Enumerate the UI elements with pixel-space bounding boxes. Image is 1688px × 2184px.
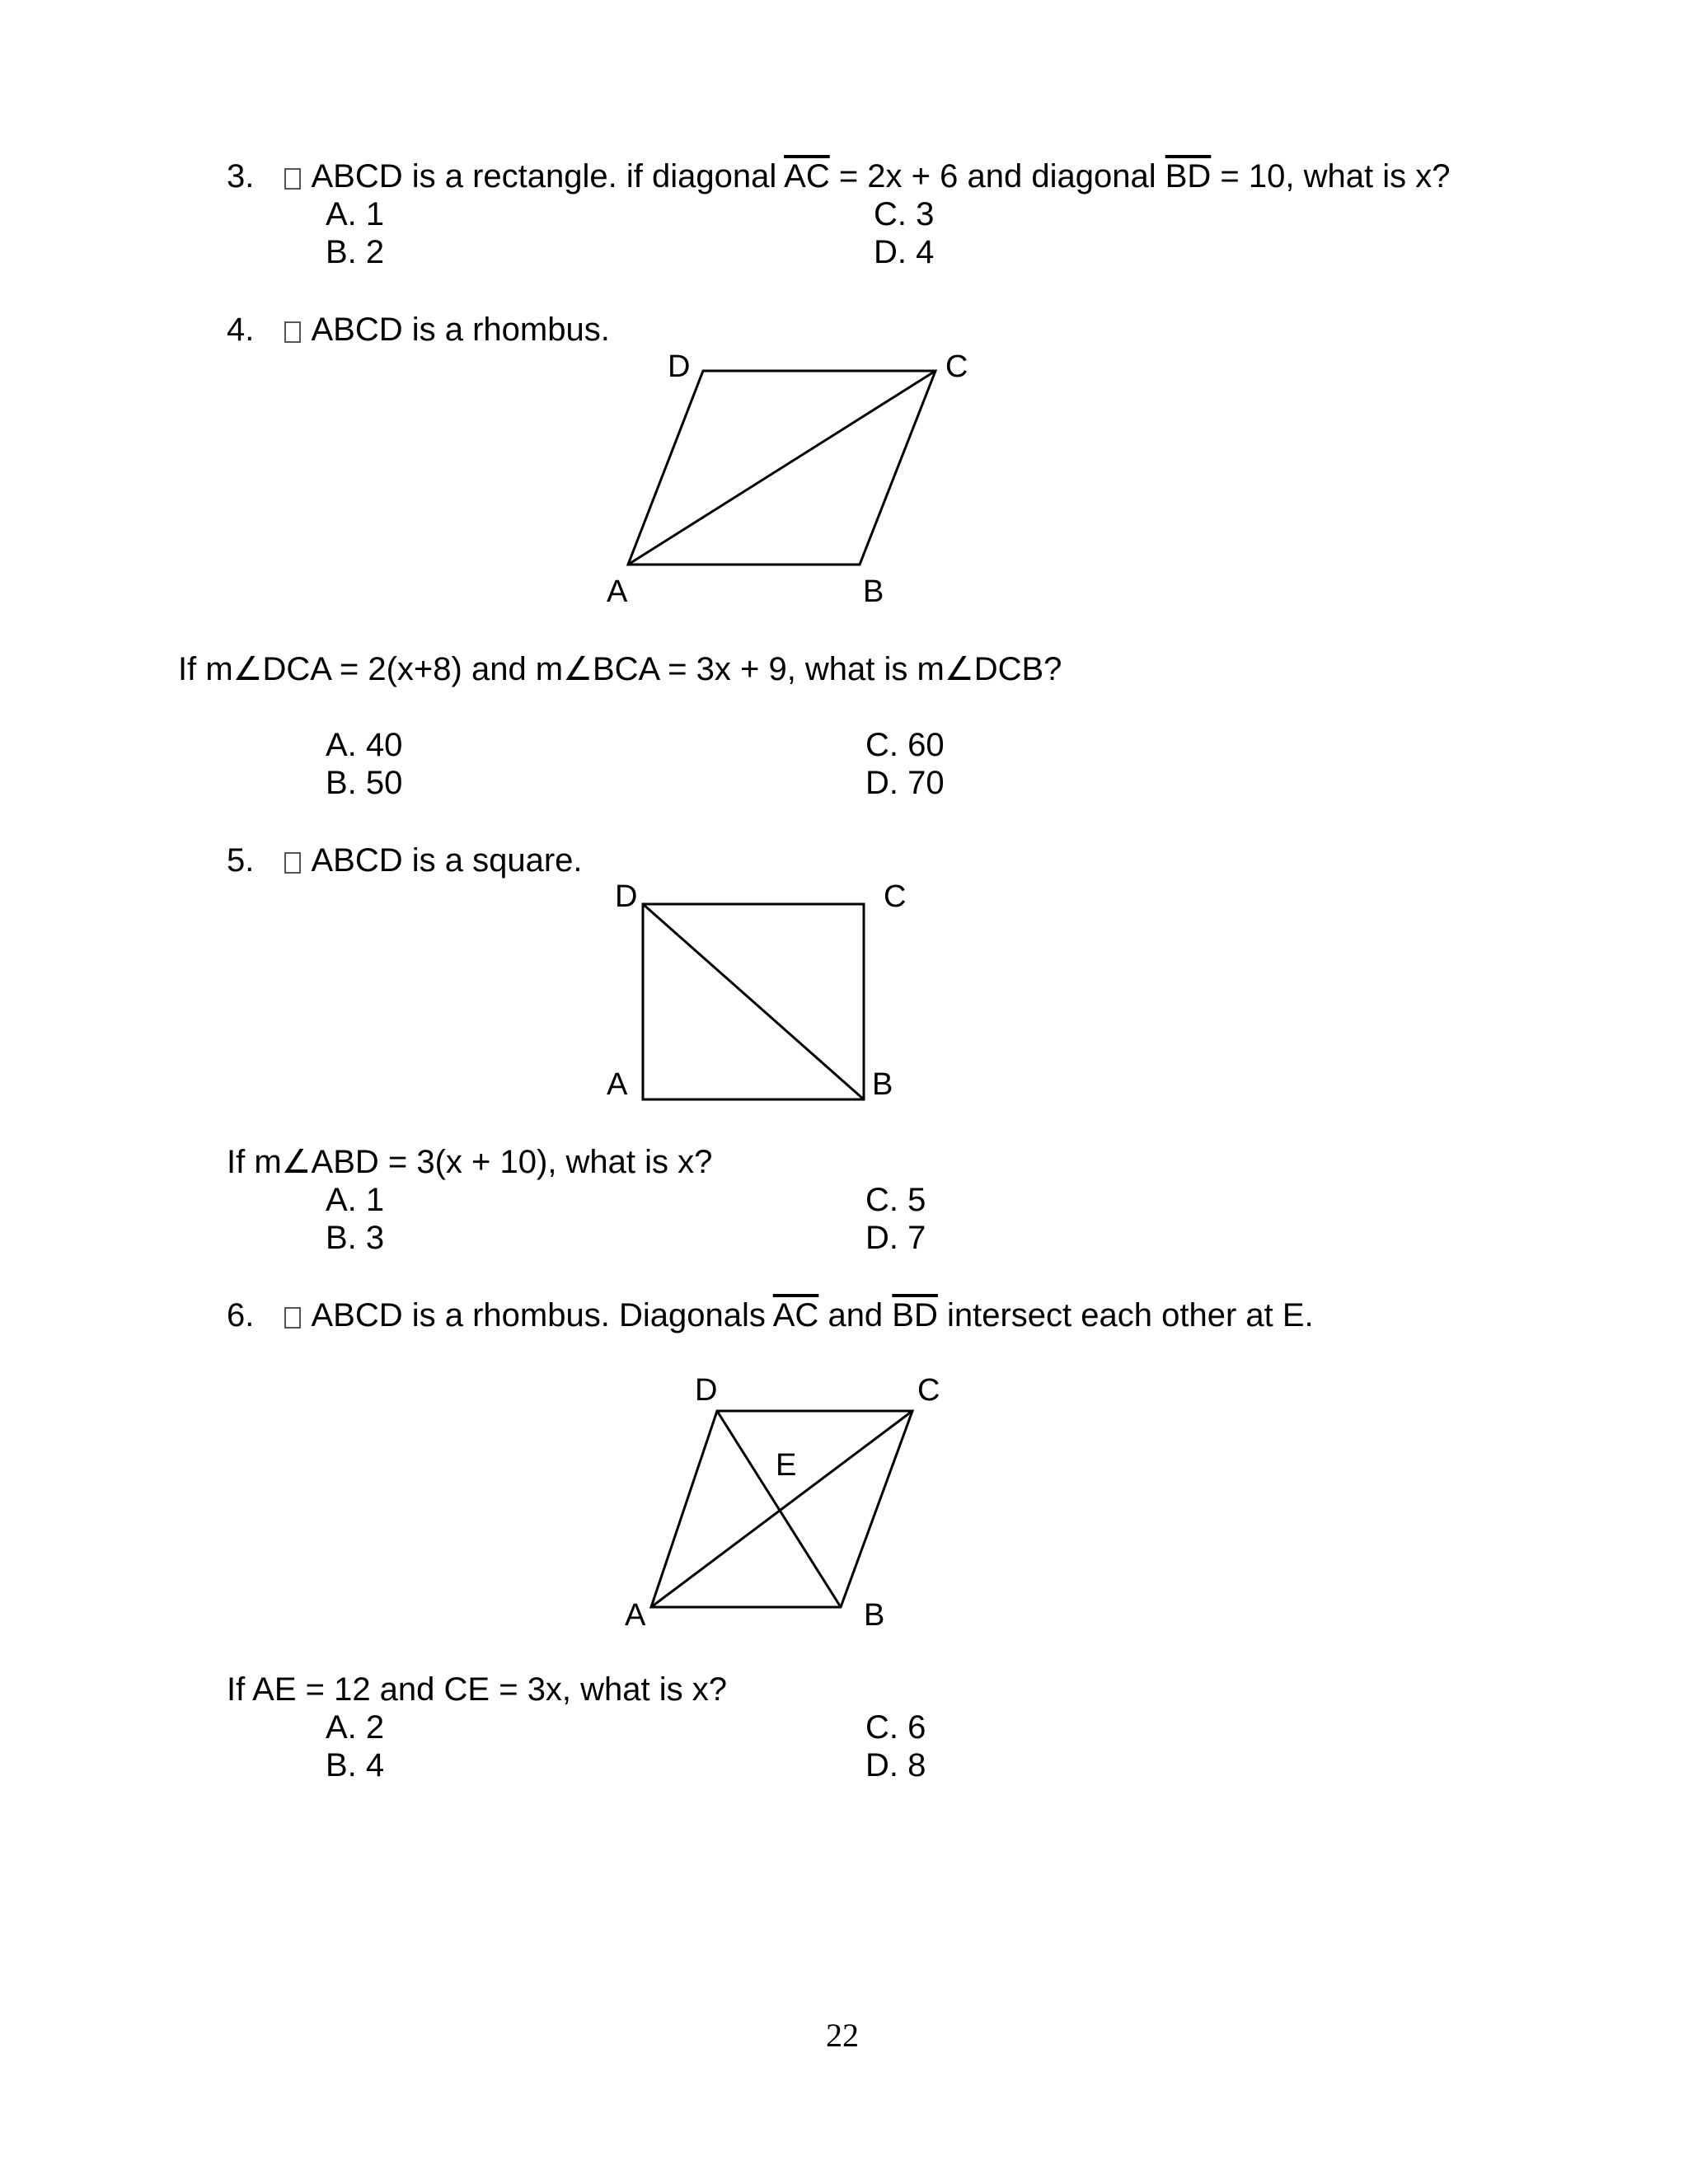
- q5-text: ABCD is a square.: [311, 842, 583, 879]
- q3-choice-a: A. 1: [326, 196, 385, 232]
- q3-choice-b: B. 2: [326, 234, 385, 270]
- q4-number: 4.: [227, 312, 255, 348]
- q5-square-figure: [643, 904, 864, 1099]
- page-number: 22: [826, 2017, 859, 2054]
- q5-label-b: B: [872, 1067, 893, 1102]
- q5-choice-a: A. 1: [326, 1182, 385, 1218]
- q3-choice-d: D. 4: [874, 234, 935, 270]
- q6-question: If AE = 12 and CE = 3x, what is x?: [227, 1671, 728, 1708]
- q6-label-c: C: [917, 1373, 940, 1408]
- q4-text: ABCD is a rhombus.: [311, 312, 610, 348]
- q6-label-e: E: [776, 1448, 797, 1483]
- q6-stem: [227, 1296, 1314, 1335]
- q3-segment-bd: $\overline{BD}$: [1165, 158, 1212, 194]
- q5-choice-d: D. 7: [865, 1220, 926, 1256]
- q3-choice-c: C. 3: [874, 196, 935, 232]
- q4-label-c: C: [945, 349, 968, 384]
- q6-label-a: A: [625, 1598, 646, 1633]
- q3-text-post: = 10, what is x?: [1211, 158, 1451, 194]
- checkbox-icon: [284, 852, 301, 874]
- q3-text-mid: = 2x + 6 and diagonal: [829, 158, 1165, 194]
- q5-number: 5.: [227, 842, 255, 879]
- q6-label-d: D: [695, 1373, 718, 1408]
- q4-choice-c: C. 60: [865, 727, 945, 763]
- q6-choice-b: B. 4: [326, 1747, 385, 1783]
- q4-label-a: A: [607, 574, 628, 609]
- q6-number: 6.: [227, 1297, 255, 1333]
- q6-segment-ac: $\overline{AC}$: [772, 1297, 819, 1333]
- checkbox-icon: [284, 1307, 301, 1329]
- q6-label-b: B: [864, 1598, 885, 1633]
- q6-text-mid: and: [818, 1297, 893, 1333]
- q6-choice-d: D. 8: [865, 1747, 926, 1783]
- q6-diagonal-bd: [717, 1411, 841, 1607]
- q3-text-pre: ABCD is a rectangle. if diagonal: [311, 158, 785, 194]
- q5-label-d: D: [615, 879, 638, 914]
- q5-label-a: A: [607, 1067, 628, 1102]
- q6-choice-a: A. 2: [326, 1709, 385, 1746]
- q4-choice-b: B. 50: [326, 765, 403, 801]
- q6-text-post: intersect each other at E.: [937, 1297, 1314, 1333]
- q6-diagonal-ac: [651, 1411, 912, 1607]
- q4-rhombus-figure: [628, 371, 935, 565]
- q6-segment-bd: $\overline{BD}$: [892, 1297, 938, 1333]
- q5-stem: [227, 841, 583, 880]
- q3-segment-ac: $\overline{AC}$: [784, 158, 830, 194]
- q4-label-d: D: [668, 349, 691, 384]
- q6-rhombus-figure: [651, 1411, 912, 1607]
- q3-number: 3.: [227, 158, 255, 194]
- q5-question: If m∠ABD = 3(x + 10), what is x?: [227, 1144, 713, 1180]
- q4-diagonal-ac: [628, 371, 935, 565]
- q4-label-b: B: [863, 574, 884, 609]
- q4-choice-a: A. 40: [326, 727, 403, 763]
- q5-choice-c: C. 5: [865, 1182, 926, 1218]
- q6-choice-c: C. 6: [865, 1709, 926, 1746]
- q5-diagonal-db: [643, 904, 864, 1099]
- q5-label-c: C: [884, 879, 907, 914]
- q5-choice-b: B. 3: [326, 1220, 385, 1256]
- q4-question: If m∠DCA = 2(x+8) and m∠BCA = 3x + 9, what is m∠DCB?: [178, 651, 1062, 687]
- q6-text-pre: ABCD is a rhombus. Diagonals: [311, 1297, 773, 1333]
- q4-choice-d: D. 70: [865, 765, 945, 801]
